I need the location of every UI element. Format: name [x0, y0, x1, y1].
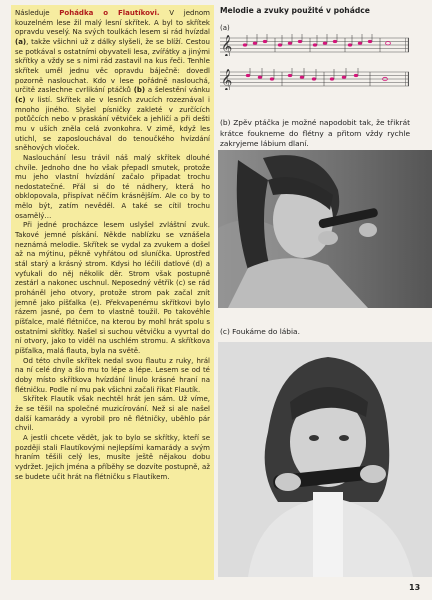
label-b: (b)	[220, 118, 231, 127]
story-paragraph: Skřítek Flautík však nechtěl hrát jen sám. Už víme, že se těšil na společné muzicírování. Než si ale našel další kamarády a vyrobil pro ně flétničky, uběhlo pár chvil.	[15, 395, 210, 433]
note-group	[246, 74, 388, 81]
intro-text: Následuje	[15, 9, 60, 17]
photo-b-illustration	[218, 150, 432, 308]
story-text	[15, 9, 210, 482]
treble-clef-icon: 𝄞	[221, 35, 233, 56]
story-paragraph	[15, 9, 210, 154]
story-text-segment: v listí. Skřítek ale v lesních zvucích rozeznával i mnoho jiného. Slyšel písničky zakleté v zurčících potůčcích nebo v praskání větviček a jehličí a při dešti mu v uších zněla celá zvonkohra. V zimě, když les utichl, se zaposlouchával do tenoučkého hvízdání sněhových vloček.	[15, 95, 210, 153]
story-paragraph: Při jedné procházce lesem uslyšel zvláštní zvuk. Takové jemné pískání. Někde nablízku se vznášela neznámá melodie. Skřítek se vydal za zvukem a došel až na mýtinu, pěkně vyhřátou od sluníčka. Uprostřed stál starý a krásný strom. Kdysi ho léčili datlové (d) a vyťukali do něj několik děr. Strom však postupně zestárl a nakonec uschnul. Neposedný větřík (c) se rád proháněl jeho otvory, protože strom pak začal znít jemně jako píšťalka (e). Překvapenému skřítkovi bylo rázem jasné, po čem to vlastně toužil. Po takovéhle píšťalce, malé flétničce, na kterou by mohl hrát spolu s ostatními skřítky. Našel si suchou větvičku a vyvrtal do ní otvory, jako to viděl na uschlém stromu. A skřítkova píšťalka, malá flauta, byla na světě.	[15, 221, 210, 355]
label-a: (a)	[220, 24, 230, 32]
story-title: Pohádka o Flautíkovi.	[59, 9, 160, 17]
story-text-segment: , takže všichni už z dálky slyšeli, že se blíží. Cestou se potkával s ostatními obyvateli lesa, zvířátky a jinými skřítky a vždy se s nimi rád zastavil na kus řeči. Tenhle skřítek uměl jednu věc opravdu báječně: dovedl pozorně naslouchat. Kdo v lese pořádně naslouchá, určitě zaslechne cvrlikání ptáčků	[15, 37, 210, 95]
photo-child-playing-flute	[218, 150, 432, 308]
treble-clef-icon: 𝄞	[221, 69, 233, 90]
caption-b-text: Zpěv ptáčka je možné napodobit tak, že třikrát krátce foukneme do flétny a přitom vždy rychle zakryjeme lábium dlaní.	[220, 118, 410, 148]
melody-title: Melodie a zvuky použité v pohádce	[220, 6, 370, 15]
music-staff-1	[220, 34, 409, 56]
story-paragraph: Naslouchání lesu trávil náš malý skřítek dlouhé chvíle. Jednoho dne ho však přepadl smutek, protože mu jeho vlastní hvízdání začalo připadat trochu nedostatečné. Přál si do té nádhery, která ho obklopovala, přispívat něčím krásnějším. Ale co by to mělo být, zatím nevěděl. A také se cítil trochu osamělý…	[15, 153, 210, 220]
reference-a: (a)	[15, 37, 27, 46]
note-group	[243, 40, 391, 47]
music-staff-2	[220, 68, 409, 90]
story-paragraph: Od této chvíle skřítek nedal svou flautu z ruky, hrál na ní celé dny a šlo mu to lépe a lépe. Lesem se od té doby místo skřítkova hvízdání linulo krásné hraní na flétničku. Podle ní mu pak všichni začali říkat Flautík.	[15, 356, 210, 394]
caption-b	[220, 118, 410, 150]
reference-b: (b)	[133, 86, 146, 95]
photo-c-illustration	[218, 342, 432, 577]
story-column	[11, 5, 214, 580]
story-text-segment: V jednom kouzelném lese žil malý lesní skřítek. A byl to skřítek opravdu veselý. Na svých toulkách lesem si rád hvízdal	[15, 9, 210, 37]
story-paragraph: A jestli chcete vědět, jak to bylo se skřítky, kteří se později stali Flautíkovými nejlepšími kamarády a svým hraním těšili celý les, musíte ještě nějakou dobu vydržet. Jejich jména a příběhy se dozvíte postupně, až se budete učit hrát na flétničku s Flautíkem.	[15, 433, 210, 481]
photo-child-blowing-labium	[218, 342, 432, 577]
caption-c: (c) Foukáme do lábia.	[220, 327, 300, 336]
page-number: 13	[409, 583, 421, 592]
story-text-segment: a šelestění vánku	[145, 86, 210, 95]
reference-c: (c)	[15, 95, 26, 104]
